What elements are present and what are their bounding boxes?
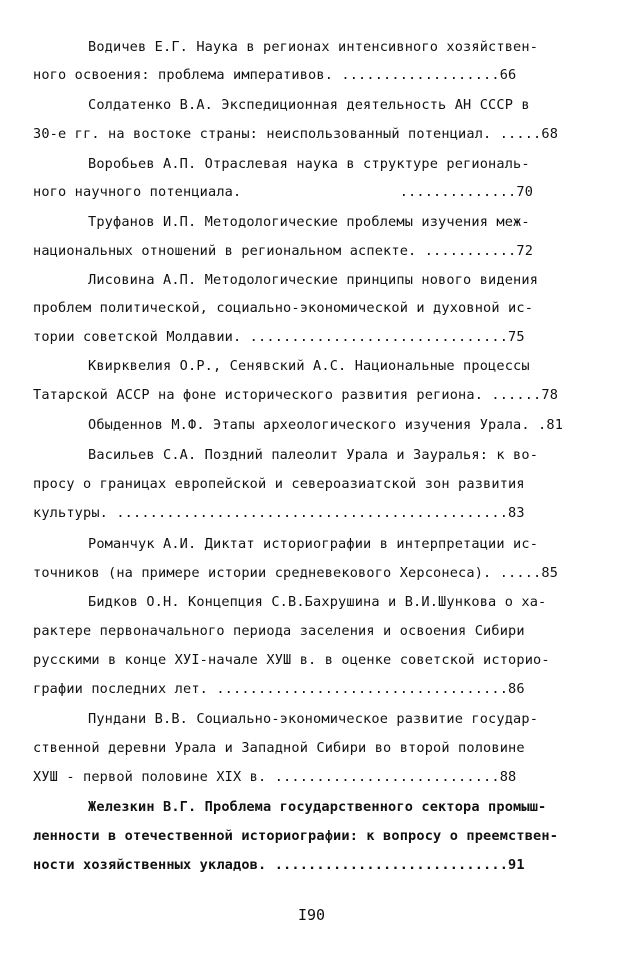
- toc-entry-line: Васильев С.А. Поздний палеолит Урала и Зауралья: к во-: [88, 447, 539, 463]
- page-number: I90: [297, 906, 326, 924]
- toc-entry-line: ственной деревни Урала и Западной Сибири во второй половине: [33, 740, 525, 756]
- toc-entry-line: Обыденнов М.Ф. Этапы археологического изучения Урала. .81: [88, 417, 564, 433]
- toc-entry-line: национальных отношений в региональном аспекте. ...........72: [33, 243, 534, 259]
- toc-entry-line: проблем политической, социально-экономической и духовной ис-: [33, 300, 534, 316]
- toc-entry-line: ного освоения: проблема императивов. ...................66: [33, 67, 517, 83]
- toc-entry-line: Лисовина А.П. Методологические принципы нового видения: [88, 272, 539, 288]
- toc-entry-line: Труфанов И.П. Методологические проблемы изучения меж-: [88, 214, 530, 230]
- toc-entry-line: культуры. ...............................................83: [33, 505, 525, 521]
- toc-entry-line: ного научного потенциала. ..............70: [33, 184, 534, 200]
- toc-entry-line: Романчук А.И. Диктат историографии в интерпретации ис-: [88, 536, 539, 552]
- toc-entry-line: Бидков О.Н. Концепция С.В.Бахрушина и В.И.Шункова о ха-: [88, 594, 547, 610]
- toc-entry-line: Воробьев А.П. Отраслевая наука в структуре региональ-: [88, 156, 530, 172]
- toc-entry-line: Квирквелия О.Р., Сенявский А.С. Национальные процессы: [88, 358, 530, 374]
- toc-entry-line: Солдатенко В.А. Экспедиционная деятельность АН СССР в: [88, 97, 530, 113]
- toc-entry-line: ности хозяйственных укладов. ............................91: [33, 857, 525, 873]
- toc-entry-line: рактере первоначального периода заселения и освоения Сибири: [33, 623, 525, 639]
- toc-entry-line: русскими в конце ХУI-начале ХУШ в. в оценке советской историо-: [33, 652, 550, 668]
- toc-entry-line: Пундани В.В. Социально-экономическое развитие государ-: [88, 711, 539, 727]
- toc-entry-line: Водичев Е.Г. Наука в регионах интенсивного хозяйствен-: [88, 39, 539, 55]
- toc-entry-line: Татарской АССР на фоне исторического развития региона. ......78: [33, 387, 559, 403]
- toc-entry-line: просу о границах европейской и североазиатской зон развития: [33, 476, 525, 492]
- toc-entry-line: 30-е гг. на востоке страны: неиспользованный потенциал. .....68: [33, 126, 559, 142]
- toc-entry-line: Железкин В.Г. Проблема государственного сектора промыш-: [88, 799, 547, 815]
- toc-entry-line: ленности в отечественной историографии: к вопросу о преемствен-: [33, 828, 559, 844]
- toc-entry-line: ХУШ - первой половине XIX в. ...........................88: [33, 769, 517, 785]
- toc-entry-line: тории советской Молдавии. ...............................75: [33, 329, 525, 345]
- toc-entry-line: графии последних лет. ...................................86: [33, 681, 525, 697]
- toc-entry-line: точников (на примере истории средневекового Херсонеса). .....85: [33, 565, 559, 581]
